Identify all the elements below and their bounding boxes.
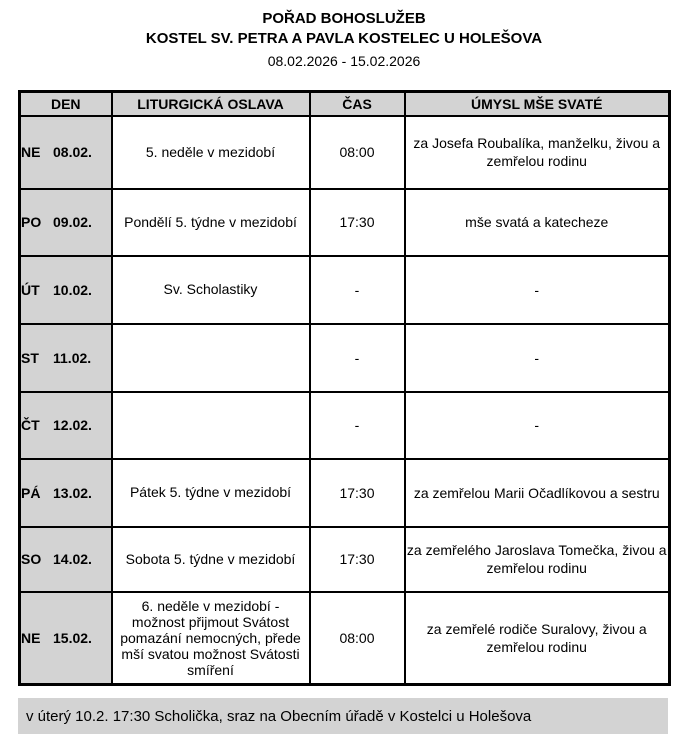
day-date: 08.02. (53, 144, 92, 160)
schedule-table (18, 90, 671, 686)
column-header-den: DEN (20, 92, 112, 116)
table-row (20, 527, 670, 592)
day-abbrev: ÚT (21, 281, 40, 298)
table-row (20, 256, 670, 324)
time-cell: 17:30 (310, 459, 405, 527)
table-row (20, 592, 670, 685)
celebration-cell: 6. neděle v mezidobí - možnost přijmout Svátost pomazání nemocných, přede mší svatou možnost Svátosti smíření (112, 592, 310, 685)
day-abbrev: ST (21, 349, 39, 366)
table-row (20, 189, 670, 256)
intention-cell: - (405, 392, 670, 459)
intention-cell: - (405, 256, 670, 324)
table-row (20, 459, 670, 527)
day-date: 11.02. (53, 349, 92, 366)
time-cell: 17:30 (310, 189, 405, 256)
intention-cell: za zemřelou Marii Očadlíkovou a sestru (405, 459, 670, 527)
column-header-liturgicka-oslava: LITURGICKÁ OSLAVA (112, 92, 310, 116)
day-abbrev: PO (21, 214, 42, 230)
table-row (20, 116, 670, 189)
day-date: 15.02. (53, 629, 92, 646)
day-abbrev: NE (21, 144, 41, 160)
intention-cell: za zemřelého Jaroslava Tomečka, živou a zemřelou rodinu (405, 527, 670, 592)
column-header-cas: ČAS (310, 92, 405, 116)
celebration-cell: Sv. Scholastiky (112, 256, 310, 324)
day-cell (20, 324, 112, 392)
day-cell (20, 189, 112, 256)
celebration-cell: Sobota 5. týdne v mezidobí (112, 527, 310, 592)
time-cell: 08:00 (310, 592, 405, 685)
header-row (20, 92, 670, 116)
column-header-umysl-mse-svate: ÚMYSL MŠE SVATÉ (405, 92, 670, 116)
document-subtitle: KOSTEL SV. PETRA A PAVLA KOSTELEC U HOLEŠOVA (145, 30, 543, 47)
document-header (0, 9, 688, 71)
day-date: 13.02. (53, 484, 92, 501)
day-cell (20, 592, 112, 685)
day-abbrev: PÁ (21, 484, 41, 501)
day-date: 10.02. (53, 281, 92, 298)
schedule-table-body (20, 116, 670, 685)
day-cell (20, 116, 112, 189)
day-cell (20, 392, 112, 459)
intention-cell: za zemřelé rodiče Suralovy, živou a zemřelou rodinu (405, 592, 670, 685)
day-cell (20, 527, 112, 592)
day-abbrev: SO (21, 551, 42, 567)
document-title: POŘAD BOHOSLUŽEB (262, 10, 426, 27)
intention-cell: za Josefa Roubalíka, manželku, živou a zemřelou rodinu (405, 116, 670, 189)
time-cell: - (310, 324, 405, 392)
day-date: 09.02. (53, 214, 92, 230)
celebration-cell: Pátek 5. týdne v mezidobí (112, 459, 310, 527)
day-abbrev: NE (21, 629, 41, 646)
table-row (20, 392, 670, 459)
day-date: 12.02. (53, 417, 92, 433)
time-cell: 17:30 (310, 527, 405, 592)
time-cell: 08:00 (310, 116, 405, 189)
day-date: 14.02. (53, 551, 92, 567)
table-row (20, 324, 670, 392)
intention-cell: mše svatá a katecheze (405, 189, 670, 256)
footer-note-bar (18, 698, 668, 734)
intention-cell: - (405, 324, 670, 392)
celebration-cell: Pondělí 5. týdne v mezidobí (112, 189, 310, 256)
day-abbrev: ČT (21, 417, 40, 433)
celebration-cell (112, 324, 310, 392)
schedule-table-header (20, 92, 670, 116)
document-date-range: 08.02.2026 - 15.02.2026 (267, 53, 421, 69)
time-cell: - (310, 256, 405, 324)
celebration-cell: 5. neděle v mezidobí (112, 116, 310, 189)
celebration-cell (112, 392, 310, 459)
day-cell (20, 459, 112, 527)
day-cell (20, 256, 112, 324)
time-cell: - (310, 392, 405, 459)
footer-note-text: v úterý 10.2. 17:30 Scholička, sraz na Obecním úřadě v Kostelci u Holešova (26, 707, 532, 725)
